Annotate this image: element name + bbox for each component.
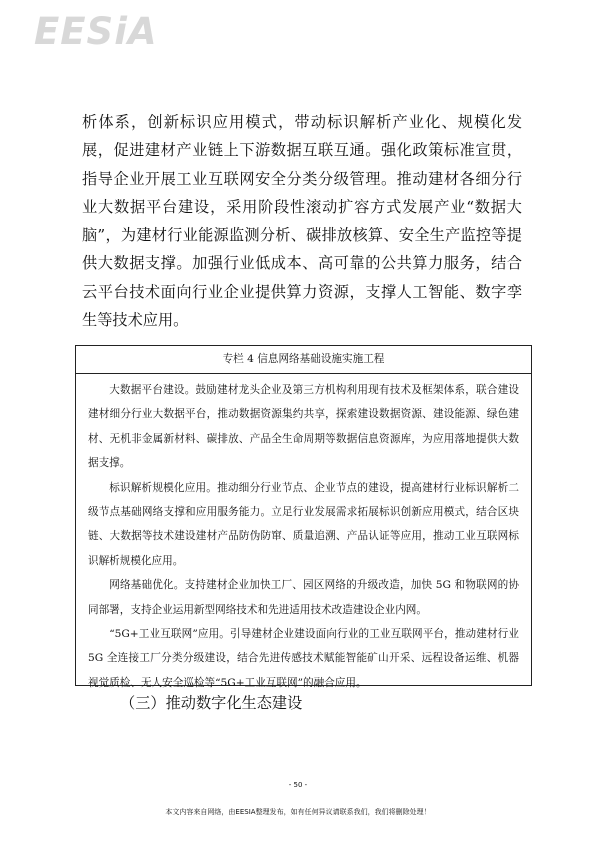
body-paragraph xyxy=(82,108,522,334)
feature-box-body xyxy=(76,374,531,695)
feature-box-paragraph: “5G+工业互联网”应用。引导建材企业建设面向行业的工业互联网平台，推动建材行业 5G 全连接工厂分类分级建设，结合先进传感技术赋能智能矿山开采、远程设备运维、机器视觉质检、无人安全巡检等“5G+工业互联网”的融合应用。 xyxy=(88,628,519,689)
section-heading: （三）推动数字化生态建设 xyxy=(120,694,303,712)
feature-box-paragraph: 大数据平台建设。鼓励建材龙头企业及第三方机构利用现有技术及框架体系，联合建设建材细分行业大数据平台，推动数据资源集约共享，探索建设数据资源、建设能源、绿色建材、无机非金属新材料、碳排放、产品全生命周期等数据信息资源库，为应用落地提供大数据支撑。 xyxy=(88,384,519,470)
feature-box-paragraph: 网络基础优化。支持建材企业加快工厂、园区网络的升级改造，加快 5G 和物联网的协同部署，支持企业运用新型网络技术和先进适用技术改造建设企业内网。 xyxy=(88,579,519,616)
feature-box xyxy=(75,345,532,689)
feature-box-title: 专栏 4 信息网络基础设施实施工程 xyxy=(76,346,531,374)
page-number: - 50 - xyxy=(288,781,308,789)
feature-box-paragraph: 标识解析规模化应用。推动细分行业节点、企业节点的建设，提高建材行业标识解析二级节点基础网络支撑和应用服务能力。立足行业发展需求拓展标识创新应用模式，结合区块链、大数据等技术建设建材产品防伪防窜、质量追溯、产品认证等应用，推动工业互联网标识解析规模化应用。 xyxy=(88,481,519,567)
eesia-logo: EESiA xyxy=(34,10,158,53)
footer-disclaimer: 本文内容来自网络，由EESIA整理发布，如有任何异议请联系我们，我们将删除处理！ xyxy=(165,808,431,816)
body-paragraph-text: 析体系，创新标识应用模式，带动标识解析产业化、规模化发展，促进建材产业链上下游数据互联互通。强化政策标准宣贯，指导企业开展工业互联网安全分类分级管理。推动建材各细分行业大数据平台建设，采用阶段性滚动扩容方式发展产业“数据大脑”，为建材行业能源监测分析、碳排放核算、安全生产监控等提供大数据支撑。加强行业低成本、高可靠的公共算力服务，结合云平台技术面向行业企业提供算力资源，支撑人工智能、数字孪生等技术应用。 xyxy=(82,113,522,330)
